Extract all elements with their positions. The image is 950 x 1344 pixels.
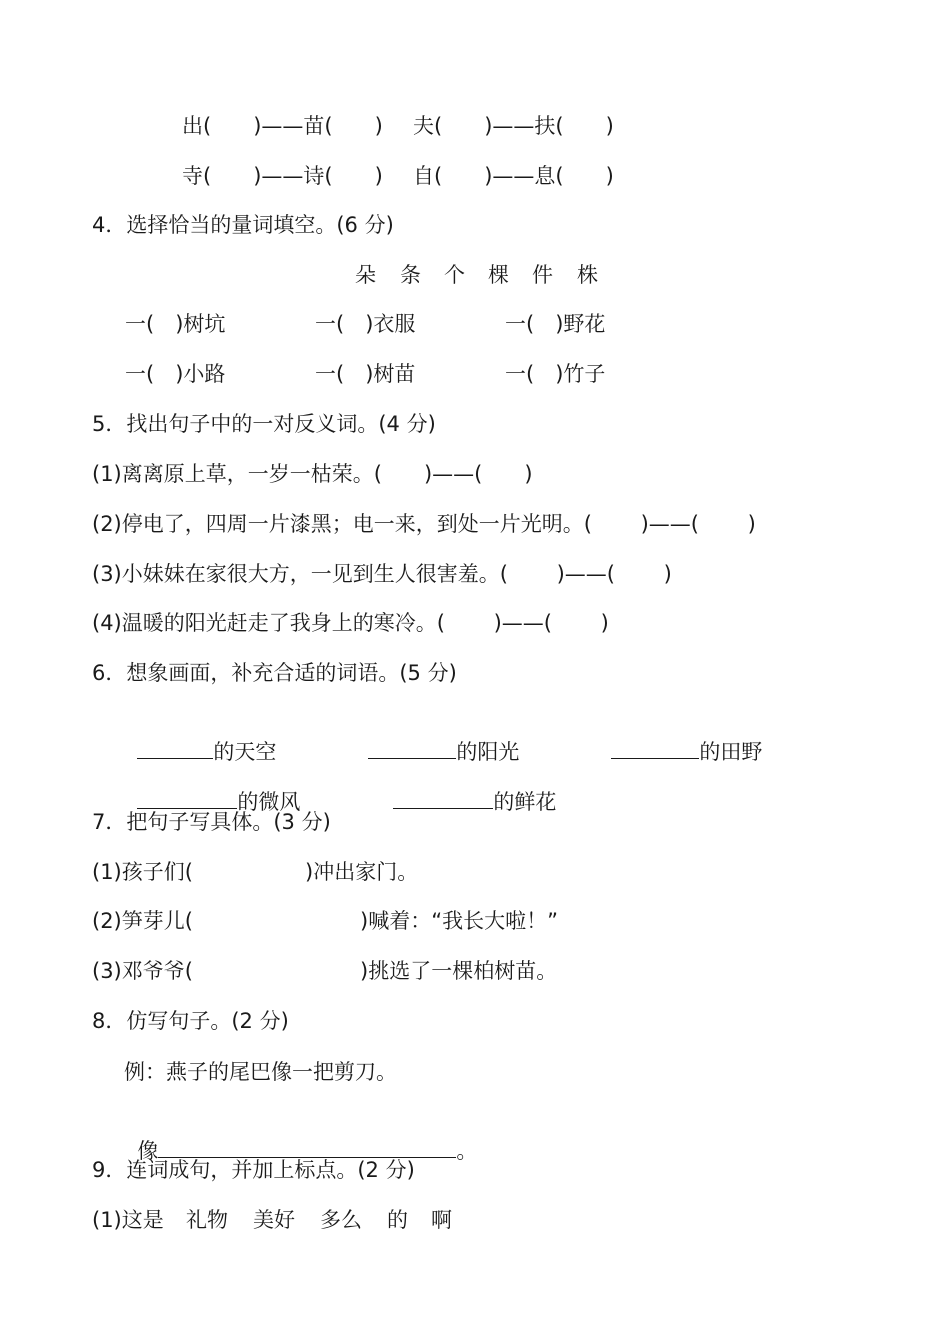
q7-item-post: )喊着：“我长大啦！”	[360, 909, 558, 933]
q8-answer-line: 像 。	[124, 1107, 477, 1165]
q7-item-pre: (3)邓爷爷(	[92, 959, 193, 983]
q5-item: (2)停电了，四周一片漆黑；电一来，到处一片光明。( )——( )	[92, 512, 756, 536]
q7-item-pre: (1)孩子们(	[92, 860, 193, 884]
q4-word: 株	[577, 263, 598, 287]
q5-item: (4)温暖的阳光赶走了我身上的寒冷。( )——( )	[92, 611, 609, 635]
pair-zi-xi: 自( )——息( )	[413, 164, 614, 188]
q4-item: 一( )竹子	[505, 362, 606, 386]
answer-blank[interactable]	[368, 736, 456, 759]
q9-word: 啊	[431, 1208, 452, 1232]
q7-heading: 7．把句子写具体。(3 分)	[92, 810, 331, 834]
q9-heading: 9．连词成句，并加上标点。(2 分)	[92, 1158, 415, 1182]
q6-item: 的田野	[598, 708, 762, 766]
q4-item: 一( )野花	[505, 312, 606, 336]
answer-blank[interactable]	[611, 736, 699, 759]
q4-item: 一( )衣服	[315, 312, 416, 336]
q8-heading: 8．仿写句子。(2 分)	[92, 1009, 289, 1033]
q4-word: 个	[444, 263, 465, 287]
q9-word: 的	[387, 1208, 408, 1232]
q4-heading: 4．选择恰当的量词填空。(6 分)	[92, 213, 394, 237]
q5-heading: 5．找出句子中的一对反义词。(4 分)	[92, 412, 436, 436]
q9-word: 礼物	[186, 1208, 228, 1232]
pair-chu-miao: 出( )——苗( )	[182, 114, 383, 138]
answer-blank[interactable]	[137, 736, 213, 759]
q6-heading: 6．想象画面，补充合适的词语。(5 分)	[92, 661, 457, 685]
answer-blank[interactable]	[137, 786, 237, 809]
q4-word: 条	[400, 263, 421, 287]
q6-item: 的天空	[124, 708, 276, 766]
answer-blank[interactable]	[393, 786, 493, 809]
q7-item-post: )挑选了一棵柏树苗。	[360, 959, 558, 983]
q4-item: 一( )树坑	[125, 312, 226, 336]
pair-si-shi: 寺( )——诗( )	[182, 164, 383, 188]
q6-item: 的鲜花	[380, 758, 556, 816]
q4-word: 棵	[488, 263, 509, 287]
q5-item: (1)离离原上草，一岁一枯荣。( )——( )	[92, 462, 533, 486]
q6-item: 的阳光	[355, 708, 519, 766]
q9-item-label: (1)这是	[92, 1208, 164, 1232]
q4-item: 一( )树苗	[315, 362, 416, 386]
q6-item: 的微风	[124, 758, 300, 816]
q4-item: 一( )小路	[125, 362, 226, 386]
q4-word: 朵	[355, 263, 376, 287]
q5-item: (3)小妹妹在家很大方，一见到生人很害羞。( )——( )	[92, 562, 672, 586]
pair-fu-fu: 夫( )——扶( )	[413, 114, 614, 138]
q8-example: 例：燕子的尾巴像一把剪刀。	[124, 1060, 397, 1084]
q9-word: 多么	[320, 1208, 362, 1232]
q7-item-post: )冲出家门。	[305, 860, 419, 884]
q7-item-pre: (2)笋芽儿(	[92, 909, 193, 933]
answer-blank[interactable]	[158, 1135, 456, 1158]
q9-word: 美好	[253, 1208, 295, 1232]
q4-word: 件	[532, 263, 553, 287]
